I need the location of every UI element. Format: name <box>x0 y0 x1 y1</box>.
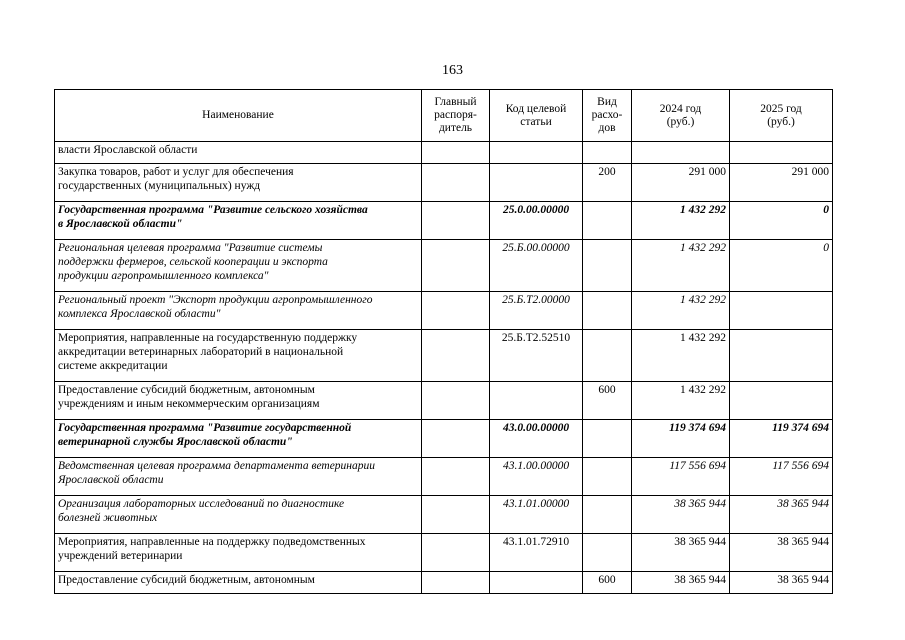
cell-name: Предоставление субсидий бюджетным, автономным <box>55 572 422 594</box>
cell-main-manager <box>422 330 490 382</box>
cell-year-2024: 291 000 <box>632 164 730 202</box>
header-name: Наименование <box>55 90 422 142</box>
cell-main-manager <box>422 164 490 202</box>
cell-expense-type: 600 <box>583 382 632 420</box>
cell-main-manager <box>422 572 490 594</box>
cell-target-code <box>490 382 583 420</box>
table-row <box>55 496 833 534</box>
cell-year-2024: 38 365 944 <box>632 534 730 572</box>
cell-year-2024: 117 556 694 <box>632 458 730 496</box>
cell-target-code: 43.1.01.00000 <box>490 496 583 534</box>
cell-target-code: 25.Б.00.00000 <box>490 240 583 292</box>
cell-name: Региональный проект "Экспорт продукции агропромышленного комплекса Ярославской области" <box>55 292 422 330</box>
header-year-2025: 2025 год (руб.) <box>730 90 833 142</box>
cell-expense-type <box>583 534 632 572</box>
cell-main-manager <box>422 142 490 164</box>
cell-target-code <box>490 572 583 594</box>
cell-target-code: 25.0.00.00000 <box>490 202 583 240</box>
cell-main-manager <box>422 292 490 330</box>
cell-target-code: 43.0.00.00000 <box>490 420 583 458</box>
cell-year-2025: 38 365 944 <box>730 534 833 572</box>
cell-year-2024: 1 432 292 <box>632 292 730 330</box>
table-row <box>55 534 833 572</box>
header-year-2024: 2024 год (руб.) <box>632 90 730 142</box>
cell-main-manager <box>422 240 490 292</box>
cell-target-code: 43.1.01.72910 <box>490 534 583 572</box>
cell-year-2025: 0 <box>730 202 833 240</box>
cell-name: Предоставление субсидий бюджетным, автономным учреждениям и иным некоммерческим организациям <box>55 382 422 420</box>
cell-year-2025 <box>730 292 833 330</box>
cell-year-2025 <box>730 382 833 420</box>
cell-expense-type <box>583 330 632 382</box>
table-header-row <box>55 90 833 142</box>
cell-year-2024: 38 365 944 <box>632 572 730 594</box>
cell-year-2024 <box>632 142 730 164</box>
cell-year-2025: 38 365 944 <box>730 496 833 534</box>
cell-main-manager <box>422 496 490 534</box>
cell-name: Закупка товаров, работ и услуг для обеспечения государственных (муниципальных) нужд <box>55 164 422 202</box>
cell-expense-type <box>583 202 632 240</box>
table-row <box>55 382 833 420</box>
table-row <box>55 330 833 382</box>
cell-target-code <box>490 164 583 202</box>
cell-name: Региональная целевая программа "Развитие системы поддержки фермеров, сельской кооперации и экспорта продукции агропромышленного комплекса" <box>55 240 422 292</box>
cell-main-manager <box>422 420 490 458</box>
cell-year-2024: 1 432 292 <box>632 330 730 382</box>
table-row <box>55 142 833 164</box>
table-row <box>55 240 833 292</box>
cell-main-manager <box>422 202 490 240</box>
cell-expense-type <box>583 240 632 292</box>
cell-expense-type: 600 <box>583 572 632 594</box>
cell-expense-type <box>583 292 632 330</box>
table-body <box>55 142 833 594</box>
cell-target-code: 25.Б.Т2.52510 <box>490 330 583 382</box>
cell-year-2024: 1 432 292 <box>632 202 730 240</box>
table-row <box>55 164 833 202</box>
budget-table <box>54 89 833 594</box>
cell-expense-type <box>583 458 632 496</box>
cell-name: Мероприятия, направленные на поддержку подведомственных учреждений ветеринарии <box>55 534 422 572</box>
header-expense-type: Вид расхо- дов <box>583 90 632 142</box>
cell-name: власти Ярославской области <box>55 142 422 164</box>
cell-year-2024: 38 365 944 <box>632 496 730 534</box>
cell-year-2025: 38 365 944 <box>730 572 833 594</box>
cell-expense-type <box>583 496 632 534</box>
cell-year-2025: 117 556 694 <box>730 458 833 496</box>
cell-year-2024: 1 432 292 <box>632 382 730 420</box>
cell-target-code: 25.Б.Т2.00000 <box>490 292 583 330</box>
table-row <box>55 292 833 330</box>
table-row <box>55 202 833 240</box>
header-main-manager: Главный распоря- дитель <box>422 90 490 142</box>
table-row <box>55 458 833 496</box>
cell-expense-type <box>583 142 632 164</box>
cell-year-2024: 119 374 694 <box>632 420 730 458</box>
cell-expense-type <box>583 420 632 458</box>
header-target-code: Код целевой статьи <box>490 90 583 142</box>
cell-expense-type: 200 <box>583 164 632 202</box>
table-row <box>55 420 833 458</box>
cell-year-2025: 119 374 694 <box>730 420 833 458</box>
cell-year-2025: 0 <box>730 240 833 292</box>
cell-main-manager <box>422 382 490 420</box>
cell-name: Государственная программа "Развитие сельского хозяйства в Ярославской области" <box>55 202 422 240</box>
cell-name: Государственная программа "Развитие государственной ветеринарной службы Ярославской области" <box>55 420 422 458</box>
cell-target-code: 43.1.00.00000 <box>490 458 583 496</box>
cell-year-2025 <box>730 330 833 382</box>
cell-main-manager <box>422 458 490 496</box>
cell-target-code <box>490 142 583 164</box>
table-row <box>55 572 833 594</box>
page-number: 163 <box>442 63 463 78</box>
cell-main-manager <box>422 534 490 572</box>
cell-year-2025 <box>730 142 833 164</box>
cell-name: Мероприятия, направленные на государственную поддержку аккредитации ветеринарных лабораторий в национальной системе аккредитации <box>55 330 422 382</box>
cell-year-2025: 291 000 <box>730 164 833 202</box>
cell-name: Организация лабораторных исследований по диагностике болезней животных <box>55 496 422 534</box>
cell-year-2024: 1 432 292 <box>632 240 730 292</box>
cell-name: Ведомственная целевая программа департамента ветеринарии Ярославской области <box>55 458 422 496</box>
